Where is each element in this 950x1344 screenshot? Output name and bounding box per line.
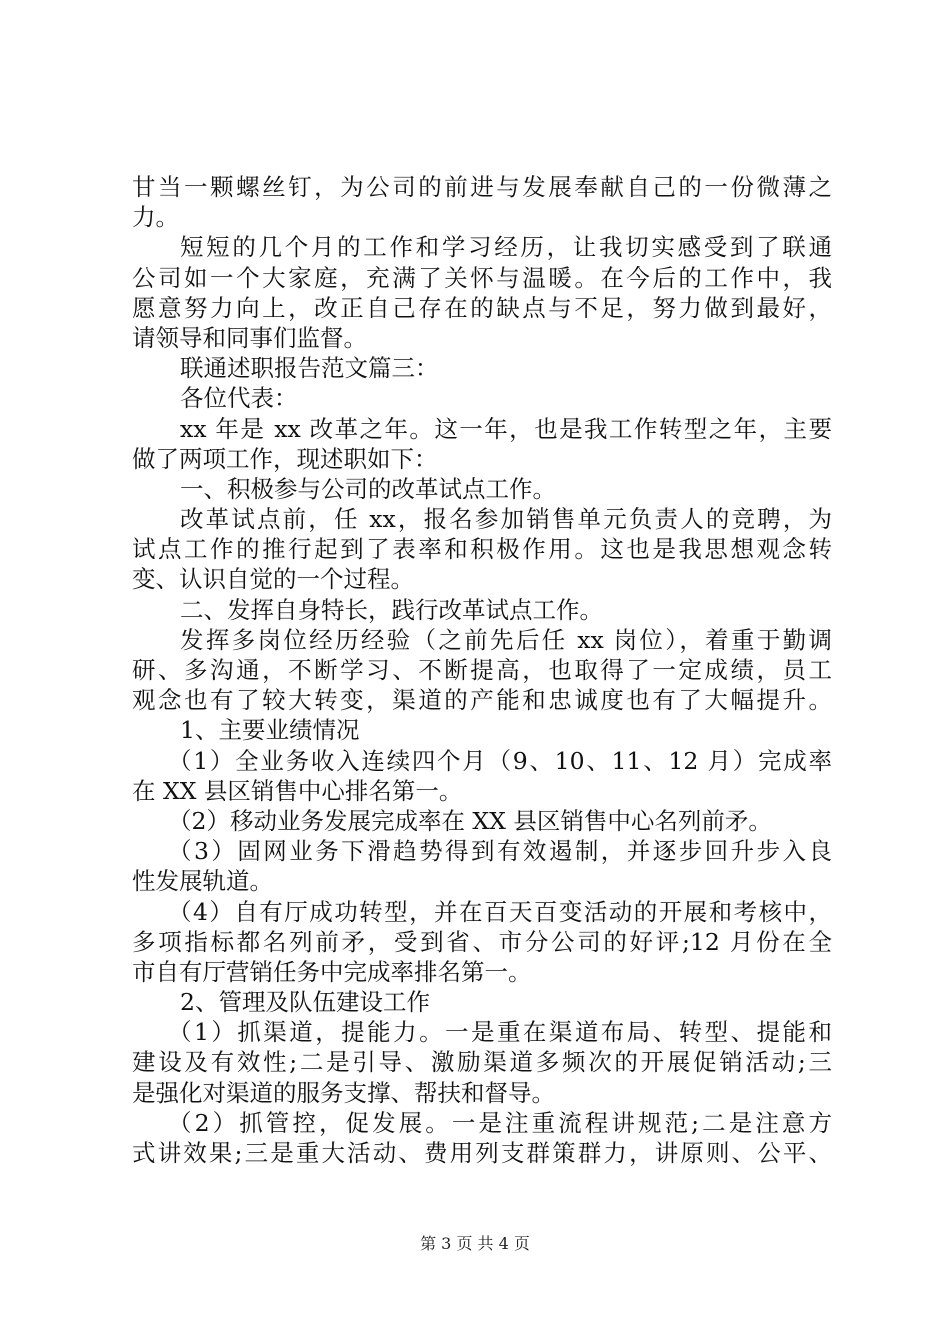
text-line: 性发展轨道。 [132, 867, 273, 896]
text-line: 联通述职报告范文篇三： [180, 354, 439, 383]
text-line: （2）抓管控，促发展。一是注重流程讲规范;二是注意方 [168, 1108, 832, 1137]
text-line: 建设及有效性;二是引导、激励渠道多频次的开展促销活动;三 [132, 1048, 832, 1077]
text-line: 做了两项工作，现述职如下： [132, 444, 438, 473]
text-line: xx 年是 xx 改革之年。这一年，也是我工作转型之年，主要 [180, 414, 833, 443]
text-line: 发挥多岗位经历经验（之前先后任 xx 岗位），着重于勤调 [180, 625, 832, 654]
text-line: 在 XX 县区销售中心排名第一。 [132, 776, 463, 805]
text-line: 公司如一个大家庭，充满了关怀与温暖。在今后的工作中，我 [132, 263, 832, 292]
text-line: 力。 [132, 203, 179, 232]
text-line: （1）全业务收入连续四个月（9、10、11、12 月）完成率 [168, 746, 832, 775]
text-line: 变、认识自觉的一个过程。 [132, 565, 414, 594]
document-body [132, 172, 832, 1168]
text-line: 试点工作的推行起到了表率和积极作用。这也是我思想观念转 [132, 535, 832, 564]
text-line: 是强化对渠道的服务支撑、帮扶和督导。 [132, 1078, 555, 1107]
text-line: （1）抓渠道，提能力。一是重在渠道布局、转型、提能和 [168, 1018, 832, 1047]
text-line: 市自有厅营销任务中完成率排名第一。 [132, 957, 532, 986]
text-line: 多项指标都名列前矛，受到省、市分公司的好评;12 月份在全 [132, 927, 832, 956]
text-line: 观念也有了较大转变，渠道的产能和忠诚度也有了大幅提升。 [132, 686, 832, 715]
text-line: （3）固网业务下滑趋势得到有效遏制，并逐步回升步入良 [168, 837, 832, 866]
text-line: 一、积极参与公司的改革试点工作。 [180, 474, 556, 503]
text-line: （4）自有厅成功转型，并在百天百变活动的开展和考核中， [168, 897, 832, 926]
text-line: 愿意努力向上，改正自己存在的缺点与不足，努力做到最好， [132, 293, 832, 322]
text-line: （2）移动业务发展完成率在 XX 县区销售中心名列前矛。 [168, 806, 772, 835]
page-number-footer: 第 3 页 共 4 页 [420, 1234, 530, 1253]
text-line: 2、管理及队伍建设工作 [180, 988, 430, 1017]
text-line: 式讲效果;三是重大活动、费用列支群策群力，讲原则、公平、 [132, 1139, 832, 1167]
text-line: 各位代表： [180, 384, 298, 413]
text-line: 请领导和同事们监督。 [132, 323, 367, 352]
text-line: 二、发挥自身特长，践行改革试点工作。 [180, 595, 603, 624]
text-line: 研、多沟通，不断学习、不断提高，也取得了一定成绩，员工 [132, 656, 832, 684]
text-line: 短短的几个月的工作和学习经历，让我切实感受到了联通 [180, 233, 832, 262]
text-line: 甘当一颗螺丝钉，为公司的前进与发展奉献自己的一份微薄之 [132, 173, 832, 201]
text-line: 改革试点前，任 xx，报名参加销售单元负责人的竞聘，为 [180, 505, 832, 534]
text-line: 1、主要业绩情况 [180, 716, 360, 745]
